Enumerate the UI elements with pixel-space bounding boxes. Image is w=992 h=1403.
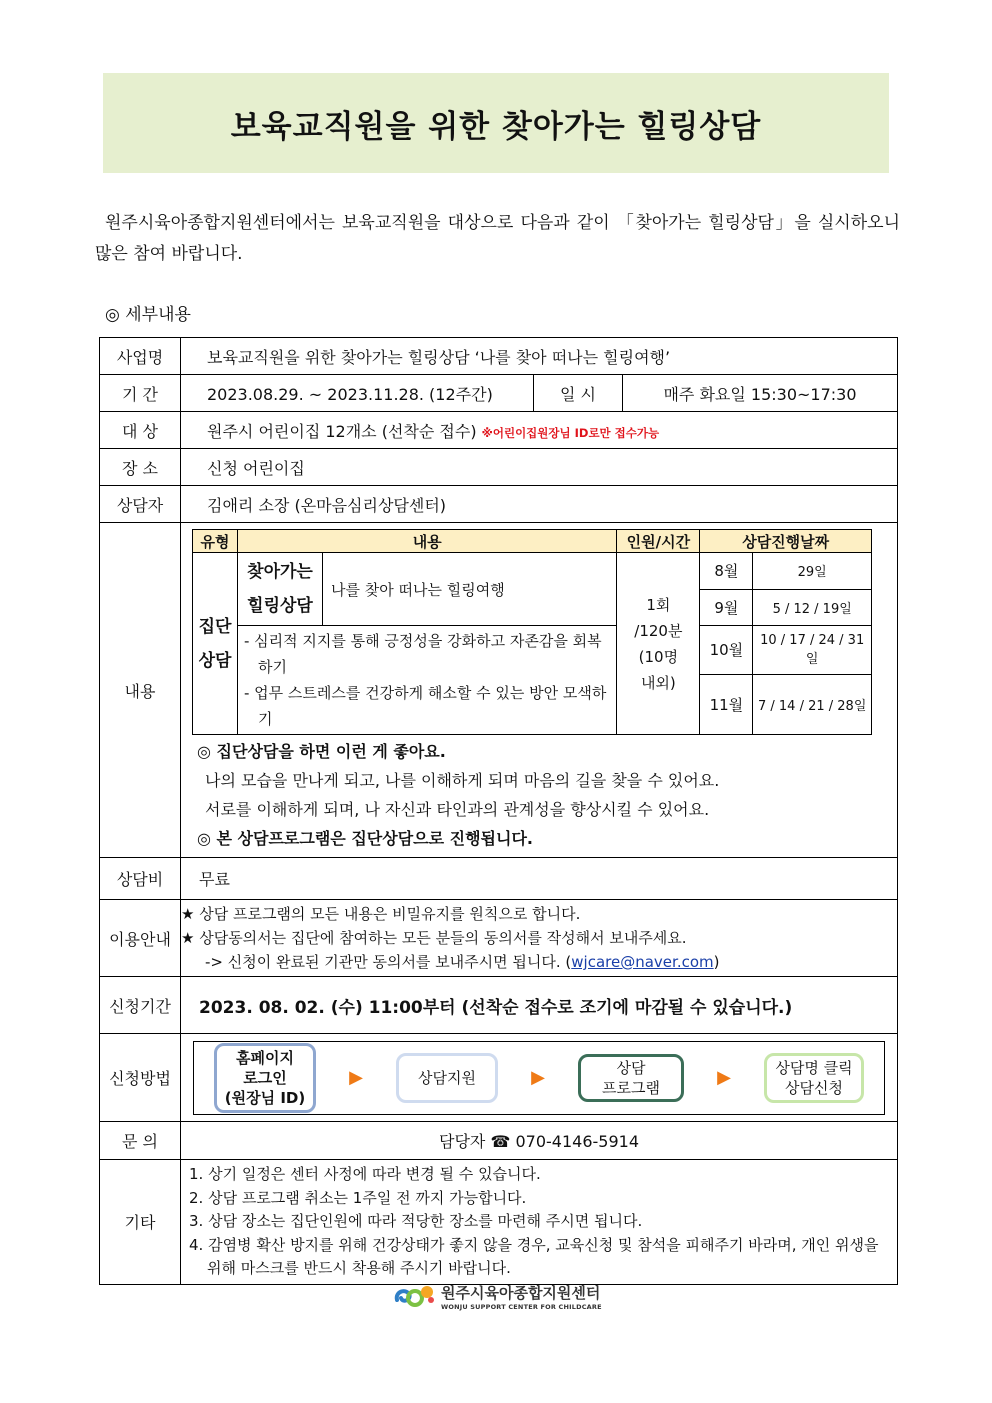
program-table (192, 529, 872, 735)
email-link[interactable]: wjcare@naver.com (571, 953, 714, 971)
program-header-row (193, 530, 872, 553)
title-banner (103, 73, 889, 173)
row-label: 상담비 (100, 858, 181, 900)
row-label: 상담자 (100, 486, 181, 523)
counselor-value: 김애리 소장 (온마음심리상담센터) (181, 486, 898, 523)
program-row (193, 553, 872, 590)
row-label: 사업명 (100, 338, 181, 375)
row-apply-period (100, 977, 898, 1034)
program-description (238, 626, 617, 735)
row-label: 대 상 (100, 412, 181, 449)
apply-flow (193, 1041, 885, 1115)
row-guide (100, 900, 898, 977)
etc-item: 1. 상기 일정은 센터 사정에 따라 변경 될 수 있습니다. (189, 1165, 541, 1183)
row-label: 신청기간 (100, 977, 181, 1034)
etc-item: 4. 감염병 확산 방지를 위해 건강상태가 좋지 않을 경우, 교육신청 및 참석을 피해주기 바라며, 개인 위생을 위해 마스크를 반드시 착용해 주시기 바랍니다. (189, 1235, 879, 1277)
footer-logo (393, 1280, 602, 1312)
header-type: 유형 (193, 530, 238, 553)
center-name-en: WONJU SUPPORT CENTER FOR CHILDCARE (441, 1302, 602, 1311)
intro-text: 원주시육아종합지원센터에서는 보육교직원을 대상으로 다음과 같이 「찾아가는 힐링상담」을 실시하오니 많은 참여 바랍니다. (95, 213, 900, 264)
fee-value: 무료 (181, 858, 898, 900)
program-note: ◎ 본 상담프로그램은 집단상담으로 진행됩니다. (197, 829, 533, 848)
target-cell (181, 412, 898, 449)
schedule-month: 9월 (700, 589, 753, 626)
guide-line (181, 950, 897, 974)
benefit-block (197, 737, 893, 853)
schedule-month: 11월 (700, 674, 753, 734)
row-label: 기 간 (100, 375, 181, 412)
header-capacity: 인원/시간 (617, 530, 700, 553)
detail-table (99, 337, 898, 1285)
time-value: 매주 화요일 15:30~17:30 (623, 375, 898, 412)
row-period (100, 375, 898, 412)
row-apply-method (100, 1034, 898, 1122)
etc-item: 2. 상담 프로그램 취소는 1주일 전 까지 가능합니다. (189, 1188, 527, 1207)
row-place (100, 449, 898, 486)
program-name: 찾아가는 힐링상담 (238, 553, 323, 626)
etc-item: 3. 상담 장소는 집단인원에 따라 적당한 장소를 마련해 주시면 됩니다. (189, 1212, 643, 1230)
description-item: - 심리적 지지를 통해 긍정성을 강화하고 자존감을 회복하기 (244, 632, 602, 676)
arrow-right-icon: ▶ (717, 1067, 731, 1088)
business-value: 보육교직원을 위한 찾아가는 힐링상담 ‘나를 찾아 떠나는 힐링여행’ (181, 338, 898, 375)
row-label: 이용안내 (100, 900, 181, 977)
time-label: 일 시 (534, 375, 623, 412)
schedule-row (193, 626, 872, 675)
row-label: 신청방법 (100, 1034, 181, 1122)
program-title: 나를 찾아 떠나는 힐링여행 (323, 553, 617, 626)
guide-line-suffix: ) (713, 953, 720, 971)
benefit-line: 서로를 이해하게 되며, 나 자신과 타인과의 관계성을 향상시킬 수 있어요. (205, 800, 710, 819)
target-note: ※어린이집원장님 ID로만 접수가능 (481, 425, 660, 440)
center-name: 원주시육아종합지원센터 (441, 1283, 601, 1302)
benefit-heading: ◎ 집단상담을 하면 이런 게 좋아요. (197, 742, 446, 761)
row-target (100, 412, 898, 449)
guide-line-text: -> 신청이 완료된 기관만 동의서를 보내주시면 됩니다. ( (205, 953, 572, 971)
apply-method-cell (181, 1034, 898, 1122)
arrow-right-icon: ▶ (531, 1067, 545, 1088)
guide-line: ★ 상담동의서는 집단에 참여하는 모든 분들의 동의서를 작성해서 보내주세요. (181, 929, 687, 947)
footer-text (441, 1282, 602, 1311)
place-value: 신청 어린이집 (181, 449, 898, 486)
benefit-line: 나의 모습을 만나게 되고, 나를 이해하게 되며 마음의 길을 찾을 수 있어요. (205, 771, 720, 790)
row-label: 장 소 (100, 449, 181, 486)
step-counsel-program: 상담 프로그램 (578, 1054, 684, 1102)
row-etc (100, 1160, 898, 1285)
schedule-days: 10 / 17 / 24 / 31일 (753, 626, 872, 675)
step-homepage-login: 홈페이지 로그인 (원장님 ID) (214, 1043, 316, 1113)
target-value: 원주시 어린이집 12개소 (선착순 접수) (207, 421, 477, 441)
row-label: 내용 (100, 523, 181, 858)
schedule-days: 7 / 14 / 21 / 28일 (753, 674, 872, 734)
page-title: 보육교직원을 위한 찾아가는 힐링상담 (230, 108, 762, 145)
inquiry-value: 담당자 ☎ 070-4146-5914 (181, 1122, 898, 1160)
schedule-month: 8월 (700, 553, 753, 590)
header-schedule: 상담진행날짜 (700, 530, 872, 553)
program-capacity: 1회 /120분 (10명 내외) (617, 553, 700, 735)
step-apply: 상담명 클릭 상담신청 (764, 1053, 864, 1103)
arrow-right-icon: ▶ (349, 1067, 363, 1088)
header-content: 내용 (238, 530, 617, 553)
step-counsel-support: 상담지원 (396, 1053, 498, 1103)
row-label: 문 의 (100, 1122, 181, 1160)
schedule-month: 10월 (700, 626, 753, 675)
row-counselor (100, 486, 898, 523)
guide-line: ★ 상담 프로그램의 모든 내용은 비밀유지를 원칙으로 합니다. (181, 905, 581, 923)
description-item: - 업무 스트레스를 건강하게 해소할 수 있는 방안 모색하기 (244, 684, 607, 728)
apply-period-value: 2023. 08. 02. (수) 11:00부터 (선착순 접수로 조기에 마감될 수 있습니다.) (181, 977, 898, 1034)
row-fee (100, 858, 898, 900)
program-type: 집단 상담 (193, 553, 238, 735)
schedule-days: 5 / 12 / 19일 (753, 589, 872, 626)
row-label: 기타 (100, 1160, 181, 1285)
row-content (100, 523, 898, 858)
content-cell (181, 523, 898, 858)
center-logo-icon (393, 1280, 437, 1312)
guide-cell (181, 900, 898, 977)
row-inquiry (100, 1122, 898, 1160)
schedule-days: 29일 (753, 553, 872, 590)
etc-cell (181, 1160, 898, 1285)
row-business (100, 338, 898, 375)
period-value: 2023.08.29. ~ 2023.11.28. (12주간) (181, 375, 534, 412)
section-heading: ◎ 세부내용 (105, 305, 191, 325)
